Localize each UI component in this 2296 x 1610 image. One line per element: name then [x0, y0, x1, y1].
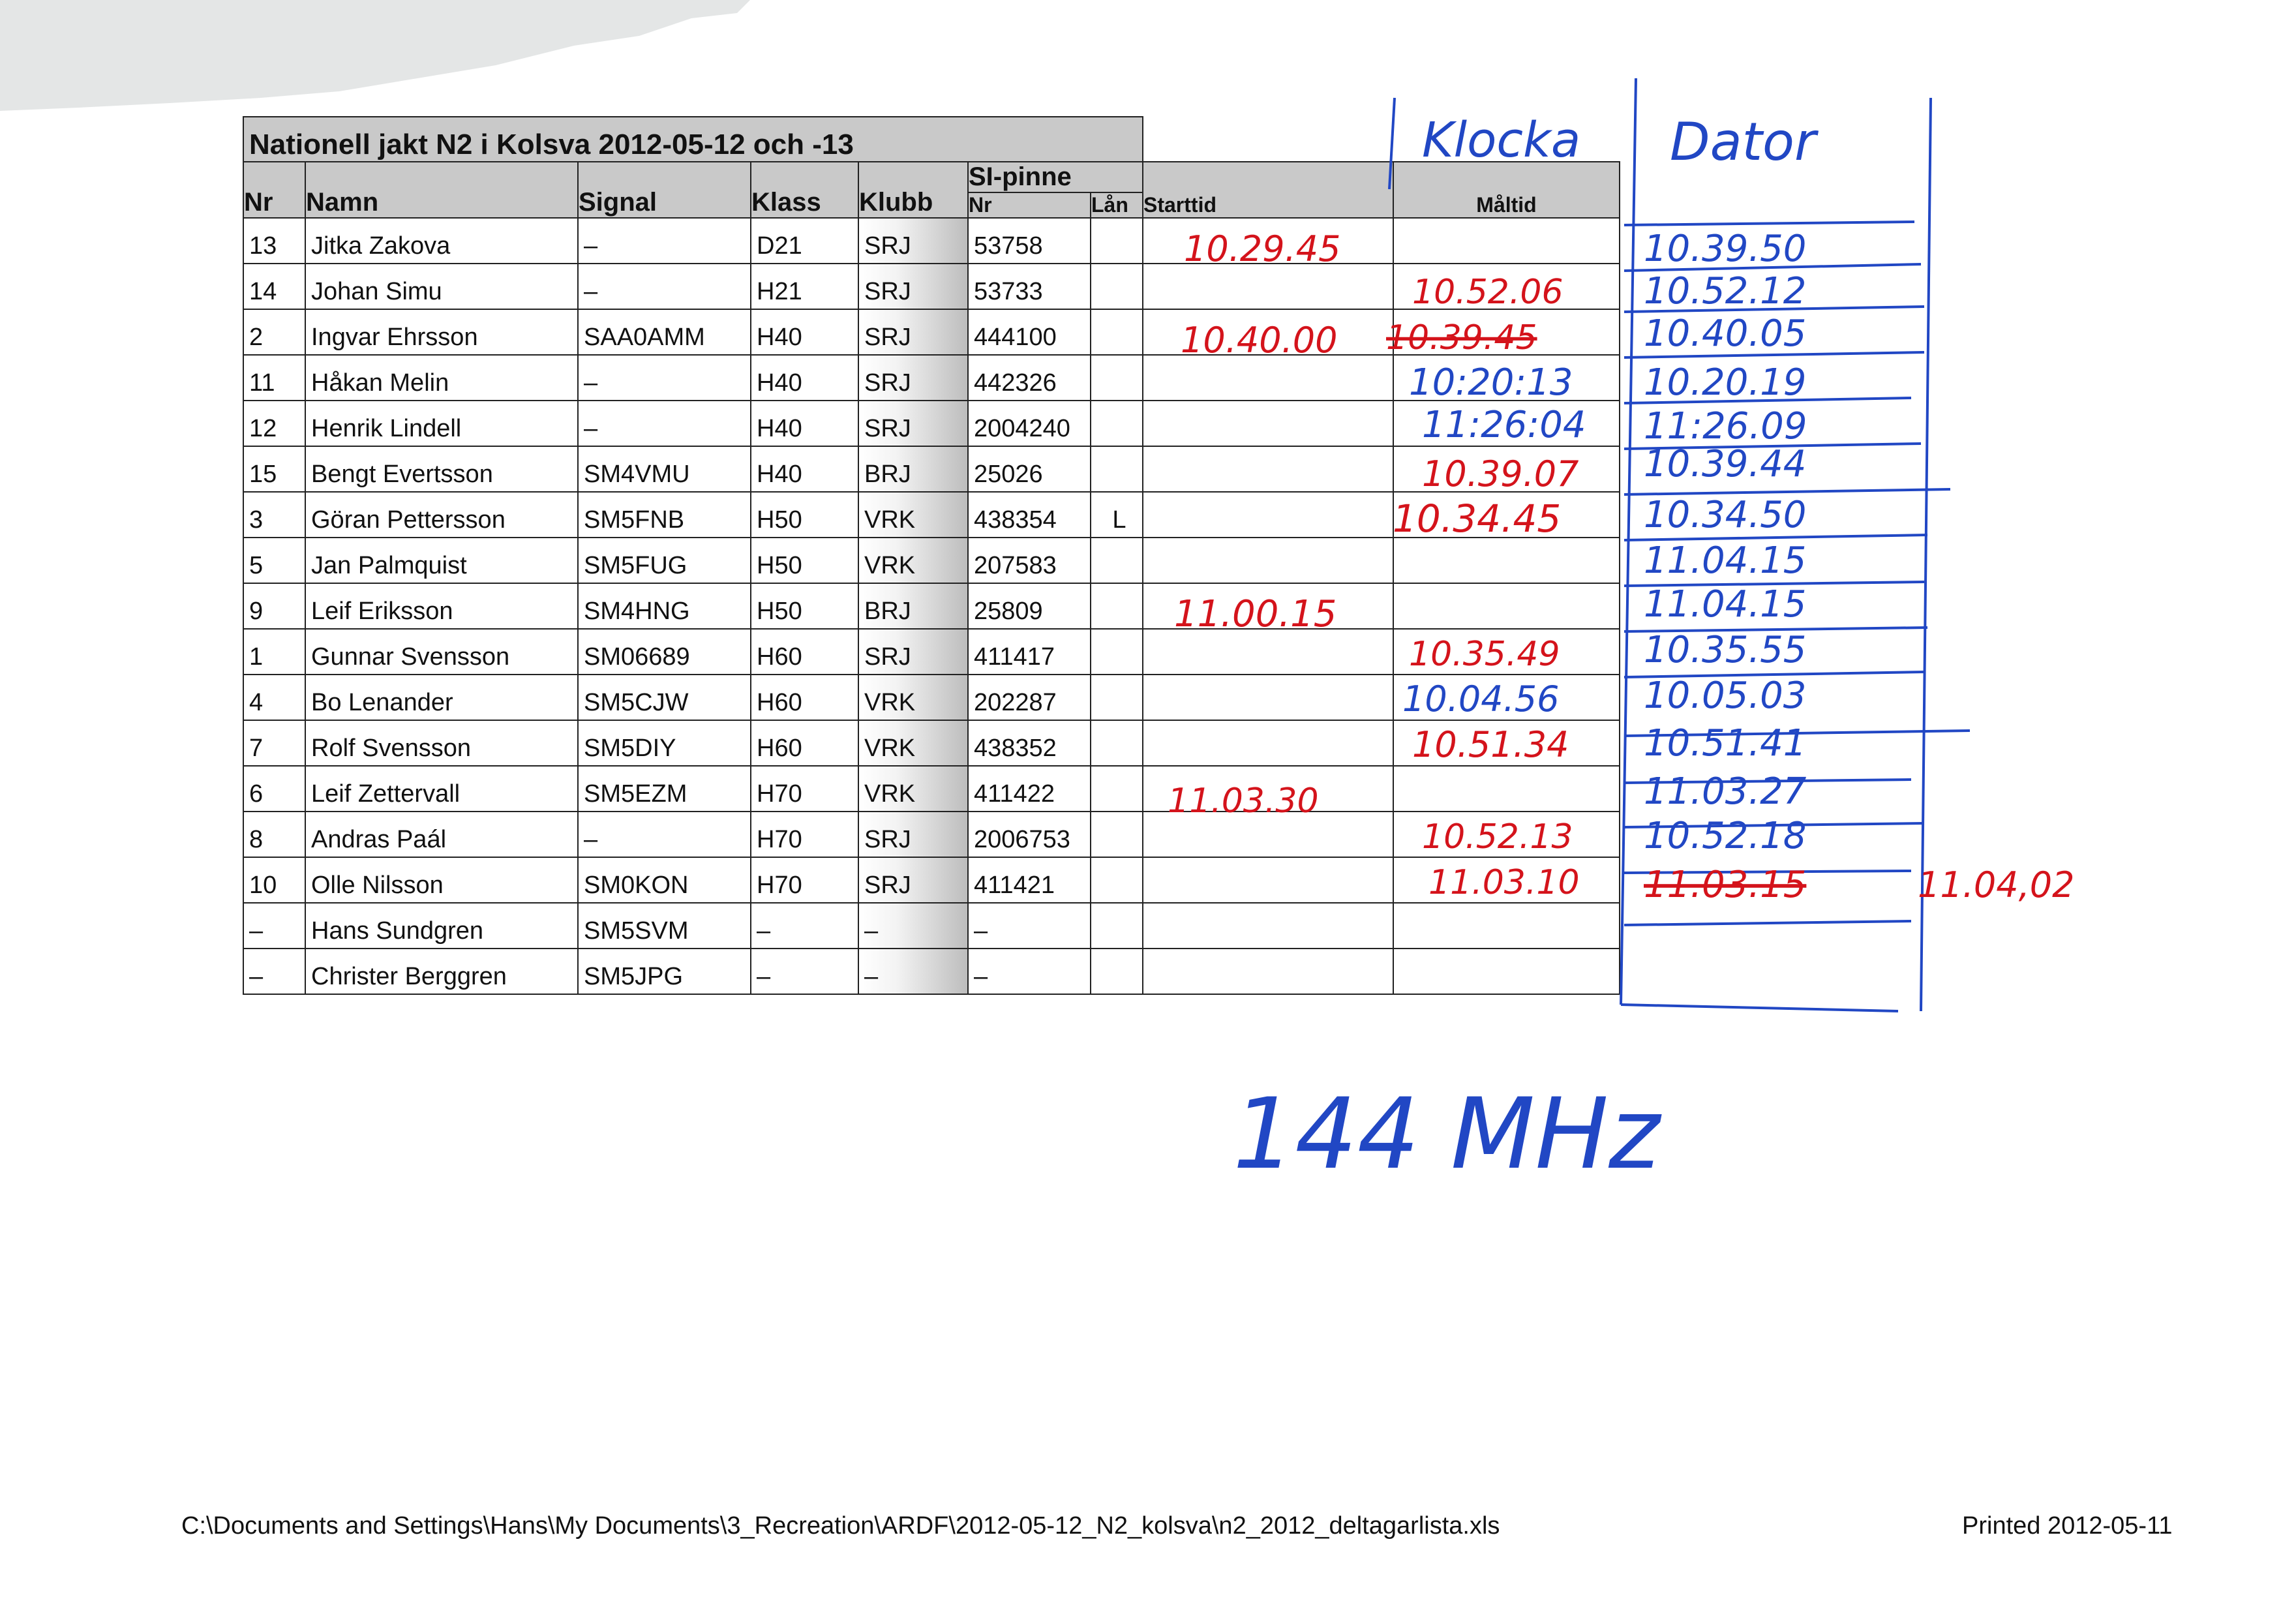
cell-si: 438354 [968, 492, 1091, 538]
cell-klass: H50 [751, 492, 858, 538]
cell-klubb: SRJ [858, 629, 968, 675]
hand-col-dator: Dator [1670, 112, 1816, 172]
cell-signal: – [578, 264, 751, 309]
cell-signal: SM5CJW [578, 675, 751, 720]
hand-mal-row5: 10.39.07 [1422, 453, 1579, 494]
cell-signal: SM5FNB [578, 492, 751, 538]
cell-si: 444100 [968, 309, 1091, 355]
hand-mal-row3: 10:20:13 [1409, 361, 1573, 404]
hand-mal-row9: 10.35.49 [1409, 635, 1560, 674]
hand-dator-row0: 10.39.50 [1644, 228, 1807, 270]
cell-si: 2004240 [968, 401, 1091, 446]
header-klubb: Klubb [858, 162, 968, 218]
hand-dator-row1: 10.52.12 [1644, 270, 1807, 312]
cell-namn: Ingvar Ehrsson [305, 309, 578, 355]
cell-signal: – [578, 218, 751, 264]
hand-mal-row14: 11.03.10 [1428, 863, 1580, 902]
cell-si: 411417 [968, 629, 1091, 675]
hand-frequency-note: 144 MHz [1233, 1078, 1660, 1191]
cell-signal: SM5JPG [578, 949, 751, 994]
cell-signal: – [578, 401, 751, 446]
header-namn: Namn [305, 162, 578, 218]
cell-namn: Gunnar Svensson [305, 629, 578, 675]
cell-si: 53758 [968, 218, 1091, 264]
cell-klass: H21 [751, 264, 858, 309]
cell-si: 2006753 [968, 812, 1091, 857]
cell-si: 442326 [968, 355, 1091, 401]
sheet-title: Nationell jakt N2 i Kolsva 2012-05-12 och -13 [243, 117, 1143, 162]
cell-nr: 7 [243, 720, 305, 766]
cell-lan: L [1091, 492, 1143, 538]
cell-namn: Johan Simu [305, 264, 578, 309]
cell-namn: Henrik Lindell [305, 401, 578, 446]
cell-nr: – [243, 949, 305, 994]
hand-dator-row2: 10.40.05 [1644, 312, 1807, 355]
hand-dator-times [1644, 228, 1807, 906]
hand-dator-row11: 10.51.41 [1644, 722, 1807, 765]
cell-si: – [968, 903, 1091, 949]
header-si-pinne: SI-pinne [968, 162, 1143, 192]
cell-klubb: VRK [858, 538, 968, 583]
cell-nr: 5 [243, 538, 305, 583]
cell-klubb: VRK [858, 766, 968, 812]
hand-dator-row5: 10.39.44 [1644, 443, 1807, 485]
cell-namn: Bo Lenander [305, 675, 578, 720]
cell-klass: H70 [751, 766, 858, 812]
hand-mal-row1: 10.52.06 [1412, 273, 1563, 312]
hand-dator-row4: 11:26.09 [1644, 405, 1807, 448]
hand-mal-row2: 10.39.45 [1386, 318, 1537, 357]
cell-nr: 3 [243, 492, 305, 538]
cell-namn: Leif Zettervall [305, 766, 578, 812]
cell-klubb: SRJ [858, 218, 968, 264]
cell-klass: – [751, 949, 858, 994]
cell-klass: H40 [751, 355, 858, 401]
hand-starttid-times [1168, 228, 1340, 821]
cell-namn: Jitka Zakova [305, 218, 578, 264]
cell-si: 207583 [968, 538, 1091, 583]
cell-signal: SM4HNG [578, 583, 751, 629]
cell-klubb: VRK [858, 720, 968, 766]
cell-namn: Jan Palmquist [305, 538, 578, 583]
cell-nr: 4 [243, 675, 305, 720]
cell-si: 25809 [968, 583, 1091, 629]
cell-nr: – [243, 903, 305, 949]
hand-mal-row6: 10.34.45 [1393, 496, 1562, 541]
cell-klass: H50 [751, 538, 858, 583]
cell-nr: 13 [243, 218, 305, 264]
cell-klass: H40 [751, 309, 858, 355]
cell-klass: H70 [751, 812, 858, 857]
cell-si: 438352 [968, 720, 1091, 766]
cell-klubb: SRJ [858, 264, 968, 309]
cell-klubb: SRJ [858, 309, 968, 355]
cell-namn: Rolf Svensson [305, 720, 578, 766]
header-maltid: Måltid [1393, 162, 1620, 218]
cell-si: – [968, 949, 1091, 994]
cell-namn: Christer Berggren [305, 949, 578, 994]
cell-klubb: SRJ [858, 355, 968, 401]
hand-mal-row13: 10.52.13 [1422, 817, 1573, 857]
hand-mal-row11: 10.51.34 [1412, 724, 1569, 765]
hand-start-row8: 11.00.15 [1174, 593, 1337, 635]
hand-start-row2: 10.40.00 [1181, 320, 1338, 361]
cell-klass: – [751, 903, 858, 949]
hand-mal-row10: 10.04.56 [1402, 678, 1560, 720]
hand-dator-row9: 10.35.55 [1644, 629, 1807, 671]
cell-nr: 12 [243, 401, 305, 446]
cell-klubb: BRJ [858, 446, 968, 492]
cell-si: 411422 [968, 766, 1091, 812]
cell-nr: 14 [243, 264, 305, 309]
cell-klubb: SRJ [858, 401, 968, 446]
hand-dator-row12: 11.03.27 [1644, 770, 1807, 813]
header-nr: Nr [243, 162, 305, 218]
cell-nr: 15 [243, 446, 305, 492]
cell-namn: Leif Eriksson [305, 583, 578, 629]
cell-si: 411421 [968, 857, 1091, 903]
cell-klubb: SRJ [858, 857, 968, 903]
cell-klubb: – [858, 903, 968, 949]
hand-col-klocka: Klocka [1422, 112, 1581, 168]
cell-namn: Göran Pettersson [305, 492, 578, 538]
hand-dator-row3: 10.20.19 [1644, 361, 1807, 404]
hand-start-row12: 11.03.30 [1168, 782, 1319, 821]
hand-dator-row10: 10.05.03 [1644, 675, 1807, 717]
cell-klass: H70 [751, 857, 858, 903]
cell-namn: Håkan Melin [305, 355, 578, 401]
cell-klubb: BRJ [858, 583, 968, 629]
header-si-nr: Nr [968, 192, 1091, 218]
cell-signal: SAA0AMM [578, 309, 751, 355]
hand-dator-row13: 10.52.18 [1644, 815, 1807, 857]
cell-klass: H60 [751, 720, 858, 766]
cell-signal: SM5FUG [578, 538, 751, 583]
hand-maltid-times [1386, 273, 1586, 902]
cell-nr: 2 [243, 309, 305, 355]
cell-signal: SM5EZM [578, 766, 751, 812]
header-signal: Signal [578, 162, 751, 218]
file-path-footer: C:\Documents and Settings\Hans\My Documents\3_Recreation\ARDF\2012-05-12_N2_kolsva\n2_2012_deltagarlista.xls [181, 1512, 1500, 1540]
cell-namn: Olle Nilsson [305, 857, 578, 903]
cell-signal: SM0KON [578, 857, 751, 903]
hand-dator-row6: 10.34.50 [1644, 494, 1807, 536]
cell-nr: 1 [243, 629, 305, 675]
cell-klass: D21 [751, 218, 858, 264]
cell-signal: SM06689 [578, 629, 751, 675]
hand-mal-row4: 11:26:04 [1422, 404, 1586, 446]
cell-signal: – [578, 812, 751, 857]
cell-signal: – [578, 355, 751, 401]
hand-start-row0: 10.29.45 [1184, 228, 1341, 269]
cell-signal: SM4VMU [578, 446, 751, 492]
cell-klubb: VRK [858, 675, 968, 720]
cell-klass: H60 [751, 629, 858, 675]
cell-klubb: – [858, 949, 968, 994]
cell-namn: Hans Sundgren [305, 903, 578, 949]
cell-namn: Andras Paál [305, 812, 578, 857]
cell-klass: H60 [751, 675, 858, 720]
cell-klubb: VRK [858, 492, 968, 538]
cell-signal: SM5DIY [578, 720, 751, 766]
cell-signal: SM5SVM [578, 903, 751, 949]
cell-namn: Bengt Evertsson [305, 446, 578, 492]
cell-nr: 10 [243, 857, 305, 903]
cell-nr: 11 [243, 355, 305, 401]
cell-klass: H40 [751, 401, 858, 446]
hand-dator-extra: 11.04,02 [1918, 864, 2075, 905]
cell-si: 25026 [968, 446, 1091, 492]
cell-nr: 6 [243, 766, 305, 812]
hand-dator-row8: 11.04.15 [1644, 583, 1807, 626]
printed-date-footer: Printed 2012-05-11 [1962, 1512, 2173, 1540]
cell-nr: 8 [243, 812, 305, 857]
cell-si: 53733 [968, 264, 1091, 309]
cell-klubb: SRJ [858, 812, 968, 857]
cell-si: 202287 [968, 675, 1091, 720]
header-lan: Lån [1091, 192, 1143, 218]
cell-klass: H50 [751, 583, 858, 629]
hand-dator-row14: 11.03.15 [1644, 864, 1807, 906]
header-starttid: Starttid [1143, 162, 1393, 218]
header-klass: Klass [751, 162, 858, 218]
hand-dator-row7: 11.04.15 [1644, 539, 1807, 582]
cell-klass: H40 [751, 446, 858, 492]
cell-nr: 9 [243, 583, 305, 629]
